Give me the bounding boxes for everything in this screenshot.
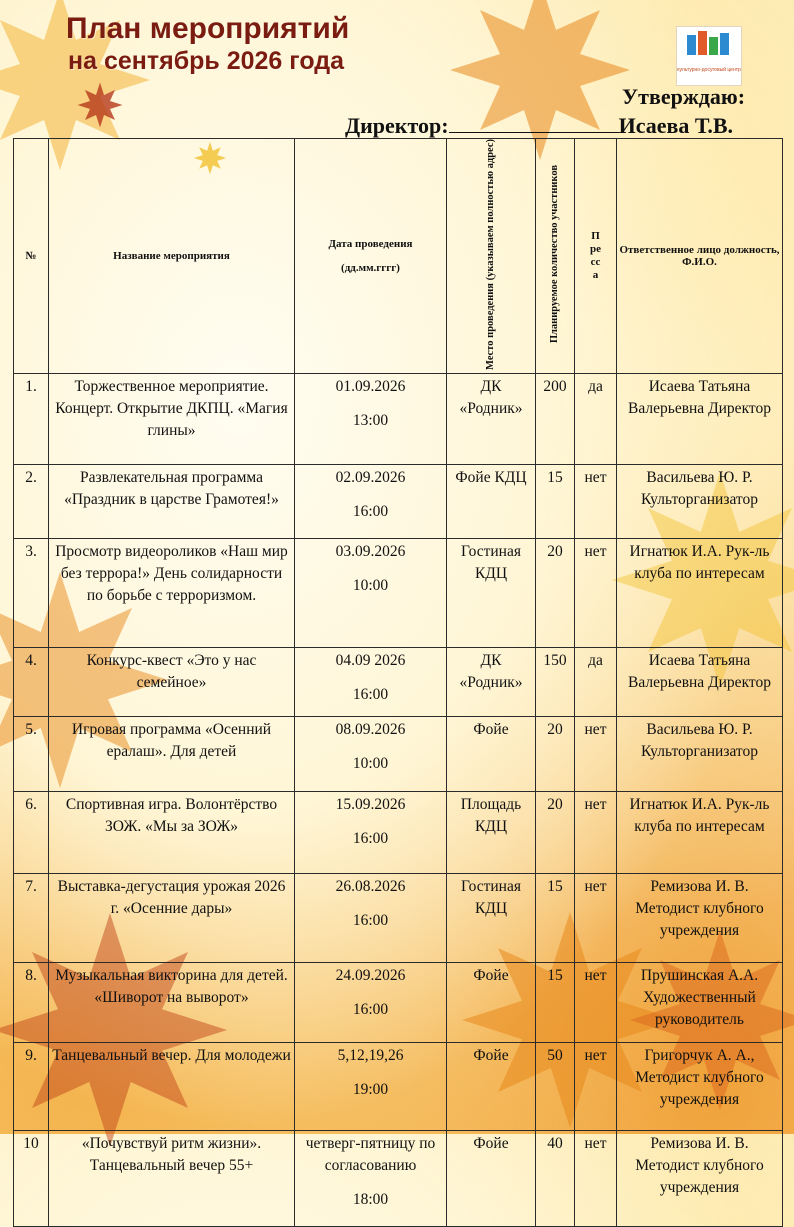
row-responsible: Васильева Ю. Р. Культорганизатор [617,464,783,538]
row-place: Фойе КДЦ [447,464,536,538]
row-place: ДК «Родник» [447,373,536,464]
row-time: 10:00 [352,754,389,772]
row-responsible: Ремизова И. В. Методист клубного учреждения [617,873,783,962]
approve-label: Утверждаю: [622,84,746,109]
row-time: 16:00 [352,685,389,703]
row-press: нет [575,716,617,791]
logo-caption: культурно-досуговый центр [677,67,741,73]
row-responsible: Игнатюк И.А. Рук-ль клуба по интересам [617,791,783,873]
header-date: Дата проведения (дд.мм.гггг) [295,139,447,374]
header-name: Название мероприятия [49,139,295,374]
row-count: 15 [536,873,575,962]
table-row [14,373,783,464]
row-responsible: Исаева Татьяна Валерьевна Директор [617,647,783,716]
row-date-time [295,647,447,716]
row-num: 5. [14,716,49,791]
row-responsible: Игнатюк И.А. Рук-ль клуба по интересам [617,538,783,647]
row-date-time [295,791,447,873]
row-event-name: Выставка-дегустация урожая 2026 г. «Осенние дары» [49,873,295,962]
row-time: 13:00 [352,411,389,429]
row-press: нет [575,538,617,647]
table-row [14,647,783,716]
row-event-name: Танцевальный вечер. Для молодежи [49,1042,295,1130]
row-press: нет [575,873,617,962]
row-date: 04.09 2026 [335,651,406,669]
row-time: 10:00 [352,576,389,594]
table-row [14,1130,783,1226]
row-count: 15 [536,962,575,1042]
row-place: Фойе [447,1042,536,1130]
row-place: Фойе [447,962,536,1042]
row-event-name: Конкурс-квест «Это у нас семейное» [49,647,295,716]
row-count: 200 [536,373,575,464]
title-line-2: на сентябрь 2026 года [68,47,345,75]
row-place: Фойе [447,1130,536,1226]
logo [676,26,742,86]
row-num: 4. [14,647,49,716]
row-time: 16:00 [352,502,389,520]
header-num: № [14,139,49,374]
row-place: ДК «Родник» [447,647,536,716]
row-place: Гостиная КДЦ [447,538,536,647]
maple-leaf-icon [70,80,130,130]
row-time: 18:00 [352,1190,389,1208]
row-press: нет [575,464,617,538]
row-responsible: Григорчук А. А., Методист клубного учреждения [617,1042,783,1130]
row-responsible: Васильева Ю. Р. Культорганизатор [617,716,783,791]
page-title [66,12,349,76]
row-date: 24.09.2026 [335,966,406,984]
row-press: нет [575,962,617,1042]
row-count: 20 [536,791,575,873]
row-event-name: Торжественное мероприятие. Концерт. Открытие ДКПЦ. «Магия глины» [49,373,295,464]
row-press: нет [575,791,617,873]
logo-icon [677,27,741,85]
row-place: Фойе [447,716,536,791]
table-row [14,1042,783,1130]
row-press: да [575,373,617,464]
row-responsible: Прушинская А.А. Художественный руководитель [617,962,783,1042]
row-date: 5,12,19,26 [337,1046,404,1064]
title-line-1: План мероприятий [66,12,350,45]
row-num: 9. [14,1042,49,1130]
row-num: 7. [14,873,49,962]
row-date: 03.09.2026 [335,542,406,560]
row-date-time [295,962,447,1042]
director-signature [345,113,733,139]
row-count: 50 [536,1042,575,1130]
header-responsible: Ответственное лицо должность, Ф.И.О. [617,139,783,374]
row-date-time [295,1042,447,1130]
header-count: Планируемое количество участников [536,139,575,374]
row-num: 6. [14,791,49,873]
row-responsible: Исаева Татьяна Валерьевна Директор [617,373,783,464]
director-name: Исаева Т.В. [618,113,734,138]
row-event-name: Развлекательная программа «Праздник в царстве Грамотея!» [49,464,295,538]
row-time: 19:00 [352,1080,389,1098]
row-num: 2. [14,464,49,538]
table-row [14,538,783,647]
row-press: да [575,647,617,716]
row-count: 20 [536,538,575,647]
row-count: 15 [536,464,575,538]
row-place: Гостиная КДЦ [447,873,536,962]
events-table [13,138,783,1227]
row-count: 20 [536,716,575,791]
row-time: 16:00 [352,911,389,929]
row-date: 01.09.2026 [335,377,406,395]
row-event-name: Спортивная игра. Волонтёрство ЗОЖ. «Мы за ЗОЖ» [49,791,295,873]
row-num: 8. [14,962,49,1042]
row-date-time [295,716,447,791]
row-date: четверг-пятницу по согласованию [305,1134,436,1174]
row-press: нет [575,1042,617,1130]
row-date: 08.09.2026 [335,720,406,738]
row-date-time [295,464,447,538]
table-row [14,716,783,791]
row-event-name: Просмотр видеороликов «Наш мир без террора!» День солидарности по борьбе с терроризмом. [49,538,295,647]
row-time: 16:00 [352,829,389,847]
header-press: П ре сс а [575,139,617,374]
director-label: Директор: [345,113,449,138]
row-press: нет [575,1130,617,1226]
row-event-name: Игровая программа «Осенний ералаш». Для детей [49,716,295,791]
table-header-row [14,139,783,374]
row-date-time [295,1130,447,1226]
row-event-name: «Почувствуй ритм жизни». Танцевальный вечер 55+ [49,1130,295,1226]
table-row [14,962,783,1042]
row-time: 16:00 [352,1000,389,1018]
table-row [14,464,783,538]
row-date-time [295,538,447,647]
signature-line [449,114,619,133]
table-row [14,873,783,962]
row-num: 10 [14,1130,49,1226]
table-row [14,791,783,873]
row-place: Площадь КДЦ [447,791,536,873]
row-event-name: Музыкальная викторина для детей. «Шиворот на выворот» [49,962,295,1042]
row-num: 3. [14,538,49,647]
row-date-time [295,373,447,464]
row-date: 26.08.2026 [335,877,406,895]
row-count: 40 [536,1130,575,1226]
row-date-time [295,873,447,962]
row-date: 02.09.2026 [335,468,406,486]
row-num: 1. [14,373,49,464]
header-place: Место проведения (указываем полностью адрес) [447,139,536,374]
row-date: 15.09.2026 [335,795,406,813]
row-count: 150 [536,647,575,716]
row-responsible: Ремизова И. В. Методист клубного учреждения [617,1130,783,1226]
